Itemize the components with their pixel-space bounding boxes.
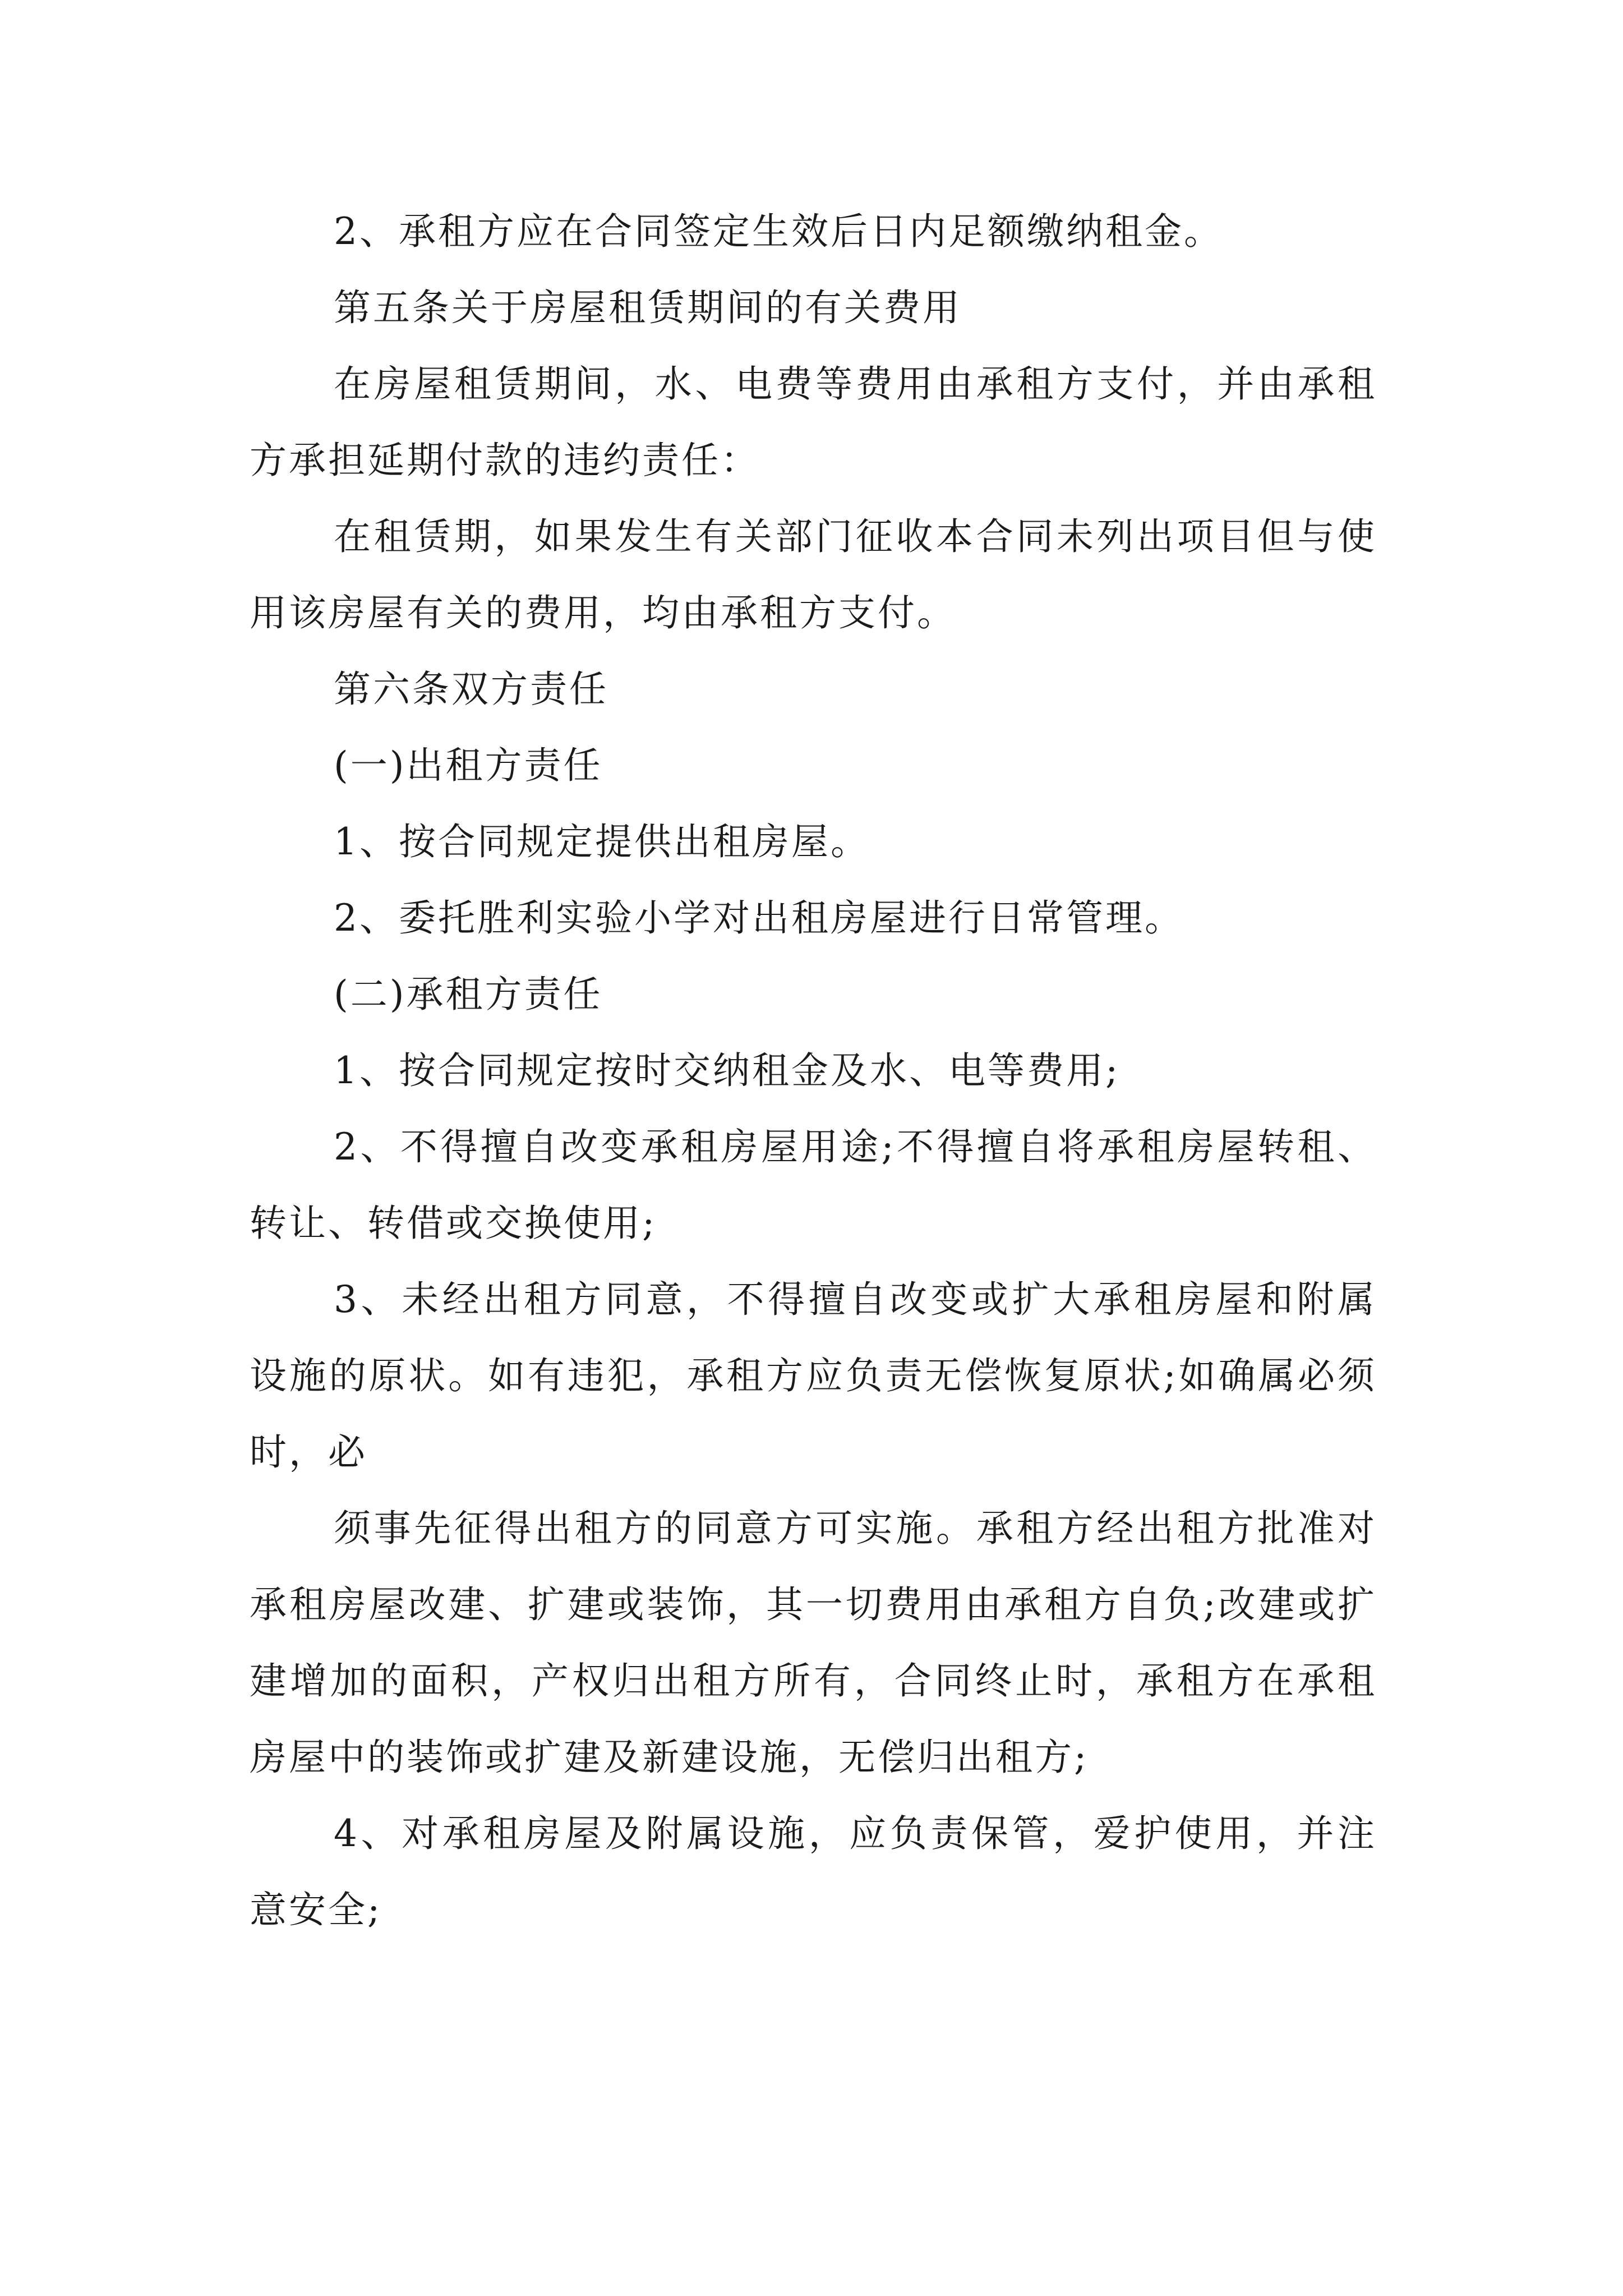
contract-body bbox=[250, 194, 1377, 1948]
paragraph: 1、按合同规定按时交纳租金及水、电等费用; bbox=[334, 1049, 1121, 1092]
paragraph: 须事先征得出租方的同意方可实施。承租方经出租方批准对承租房屋改建、扩建或装饰，其一切费用由承租方自负;改建或扩建增加的面积，产权归出租方所有，合同终止时，承租方在承租房屋中的装饰或扩建及新建设施，无偿归出租方; bbox=[250, 1507, 1377, 1779]
subsection-heading: (二)承租方责任 bbox=[334, 973, 603, 1016]
paragraph: 在房屋租赁期间，水、电费等费用由承租方支付，并由承租方承担延期付款的违约责任： bbox=[250, 362, 1377, 482]
paragraph: 1、按合同规定提供出租房屋。 bbox=[334, 820, 870, 863]
subsection-heading: (一)出租方责任 bbox=[334, 744, 603, 787]
paragraph: 2、承租方应在合同签定生效后日内足额缴纳租金。 bbox=[334, 210, 1223, 253]
section-heading: 第六条双方责任 bbox=[334, 668, 608, 711]
section-heading: 第五条关于房屋租赁期间的有关费用 bbox=[334, 286, 962, 329]
paragraph: 在租赁期，如果发生有关部门征收本合同未列出项目但与使用该房屋有关的费用，均由承租方支付。 bbox=[250, 515, 1377, 634]
paragraph: 2、不得擅自改变承租房屋用途;不得擅自将承租房屋转租、转让、转借或交换使用; bbox=[250, 1125, 1377, 1245]
paragraph: 4、对承租房屋及附属设施，应负责保管，爱护使用，并注意安全; bbox=[250, 1812, 1377, 1931]
paragraph: 3、未经出租方同意，不得擅自改变或扩大承租房屋和附属设施的原状。如有违犯，承租方应负责无偿恢复原状;如确属必须时，必 bbox=[250, 1278, 1377, 1474]
paragraph: 2、委托胜利实验小学对出租房屋进行日常管理。 bbox=[334, 896, 1184, 940]
